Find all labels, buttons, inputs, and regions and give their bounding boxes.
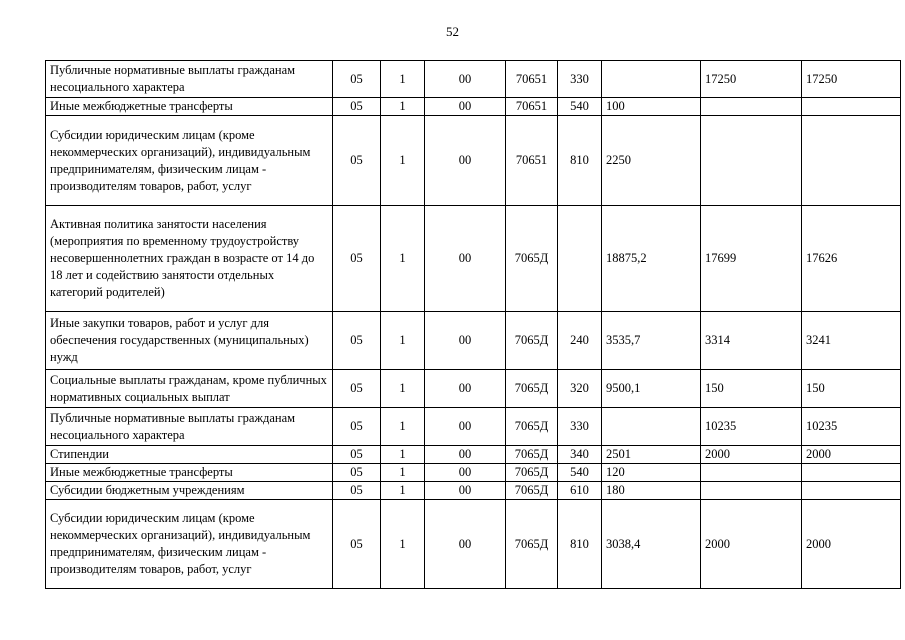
cell-amount-year1: 18875,2 (602, 206, 701, 312)
table-row (46, 464, 901, 482)
cell-amount-year2: 2000 (701, 446, 802, 464)
budget-table (45, 60, 901, 589)
cell-program: 1 (381, 500, 425, 589)
cell-name: Субсидии юридическим лицам (кроме некоммерческих организаций), индивидуальным предпринимателям, физическим лицам - производителям товаров, работ, услуг (46, 116, 333, 206)
cell-amount-year2: 17699 (701, 206, 802, 312)
cell-name: Публичные нормативные выплаты гражданам несоциального характера (46, 408, 333, 446)
cell-name: Субсидии юридическим лицам (кроме некоммерческих организаций), индивидуальным предпринимателям, физическим лицам - производителям товаров, работ, услуг (46, 500, 333, 589)
cell-section: 05 (333, 116, 381, 206)
cell-expense-type: 330 (558, 61, 602, 98)
cell-expense-type: 340 (558, 446, 602, 464)
cell-amount-year3: 2000 (802, 446, 901, 464)
cell-subprogram: 00 (425, 61, 506, 98)
cell-amount-year3: 17626 (802, 206, 901, 312)
cell-target-code: 7065Д (506, 500, 558, 589)
cell-program: 1 (381, 312, 425, 370)
cell-amount-year3 (802, 116, 901, 206)
cell-name: Публичные нормативные выплаты гражданам несоциального характера (46, 61, 333, 98)
cell-expense-type: 330 (558, 408, 602, 446)
cell-amount-year1 (602, 408, 701, 446)
cell-target-code: 7065Д (506, 408, 558, 446)
table-row (46, 206, 901, 312)
cell-target-code: 7065Д (506, 370, 558, 408)
cell-amount-year1: 180 (602, 482, 701, 500)
cell-amount-year3: 10235 (802, 408, 901, 446)
cell-target-code: 7065Д (506, 312, 558, 370)
cell-expense-type: 540 (558, 98, 602, 116)
cell-target-code: 7065Д (506, 464, 558, 482)
cell-amount-year1: 100 (602, 98, 701, 116)
cell-program: 1 (381, 482, 425, 500)
cell-subprogram: 00 (425, 370, 506, 408)
cell-expense-type: 810 (558, 116, 602, 206)
cell-amount-year1: 3535,7 (602, 312, 701, 370)
cell-amount-year2 (701, 116, 802, 206)
cell-section: 05 (333, 500, 381, 589)
cell-name: Иные межбюджетные трансферты (46, 464, 333, 482)
cell-subprogram: 00 (425, 98, 506, 116)
cell-subprogram: 00 (425, 312, 506, 370)
cell-name: Активная политика занятости населения (мероприятия по временному трудоустройству несовершеннолетних граждан в возрасте от 14 до 18 лет и содействию занятости отдельных категорий родителей) (46, 206, 333, 312)
cell-target-code: 70651 (506, 98, 558, 116)
cell-expense-type: 810 (558, 500, 602, 589)
cell-amount-year1: 9500,1 (602, 370, 701, 408)
cell-program: 1 (381, 98, 425, 116)
cell-expense-type: 240 (558, 312, 602, 370)
cell-program: 1 (381, 408, 425, 446)
table-row (46, 500, 901, 589)
cell-expense-type: 610 (558, 482, 602, 500)
cell-section: 05 (333, 312, 381, 370)
cell-amount-year3: 150 (802, 370, 901, 408)
cell-program: 1 (381, 370, 425, 408)
table-row (46, 98, 901, 116)
cell-target-code: 70651 (506, 61, 558, 98)
cell-amount-year3: 17250 (802, 61, 901, 98)
cell-subprogram: 00 (425, 446, 506, 464)
table-row (46, 116, 901, 206)
cell-amount-year3: 3241 (802, 312, 901, 370)
cell-amount-year1: 2501 (602, 446, 701, 464)
cell-expense-type: 320 (558, 370, 602, 408)
cell-target-code: 7065Д (506, 206, 558, 312)
cell-program: 1 (381, 206, 425, 312)
table-row (46, 446, 901, 464)
table-row (46, 408, 901, 446)
cell-amount-year2: 10235 (701, 408, 802, 446)
cell-section: 05 (333, 98, 381, 116)
cell-amount-year1: 3038,4 (602, 500, 701, 589)
cell-section: 05 (333, 370, 381, 408)
cell-program: 1 (381, 116, 425, 206)
cell-subprogram: 00 (425, 500, 506, 589)
cell-name: Иные закупки товаров, работ и услуг для обеспечения государственных (муниципальных) нужд (46, 312, 333, 370)
cell-amount-year2 (701, 464, 802, 482)
cell-amount-year3: 2000 (802, 500, 901, 589)
cell-amount-year3 (802, 98, 901, 116)
cell-section: 05 (333, 408, 381, 446)
cell-amount-year3 (802, 464, 901, 482)
cell-subprogram: 00 (425, 464, 506, 482)
cell-section: 05 (333, 482, 381, 500)
cell-amount-year2: 3314 (701, 312, 802, 370)
cell-name: Иные межбюджетные трансферты (46, 98, 333, 116)
cell-section: 05 (333, 61, 381, 98)
cell-amount-year2 (701, 482, 802, 500)
page-number: 52 (446, 24, 459, 39)
cell-subprogram: 00 (425, 408, 506, 446)
cell-amount-year2: 2000 (701, 500, 802, 589)
table-row (46, 370, 901, 408)
cell-name: Субсидии бюджетным учреждениям (46, 482, 333, 500)
cell-target-code: 70651 (506, 116, 558, 206)
cell-amount-year2: 150 (701, 370, 802, 408)
cell-program: 1 (381, 446, 425, 464)
cell-subprogram: 00 (425, 482, 506, 500)
cell-amount-year1: 120 (602, 464, 701, 482)
cell-section: 05 (333, 446, 381, 464)
cell-amount-year2 (701, 98, 802, 116)
cell-name: Стипендии (46, 446, 333, 464)
cell-subprogram: 00 (425, 206, 506, 312)
cell-section: 05 (333, 206, 381, 312)
cell-program: 1 (381, 464, 425, 482)
cell-amount-year2: 17250 (701, 61, 802, 98)
cell-target-code: 7065Д (506, 482, 558, 500)
cell-expense-type (558, 206, 602, 312)
cell-amount-year1 (602, 61, 701, 98)
cell-target-code: 7065Д (506, 446, 558, 464)
cell-program: 1 (381, 61, 425, 98)
table-row (46, 312, 901, 370)
table-row (46, 61, 901, 98)
cell-expense-type: 540 (558, 464, 602, 482)
table-row (46, 482, 901, 500)
cell-name: Социальные выплаты гражданам, кроме публичных нормативных социальных выплат (46, 370, 333, 408)
cell-amount-year3 (802, 482, 901, 500)
cell-section: 05 (333, 464, 381, 482)
cell-subprogram: 00 (425, 116, 506, 206)
cell-amount-year1: 2250 (602, 116, 701, 206)
